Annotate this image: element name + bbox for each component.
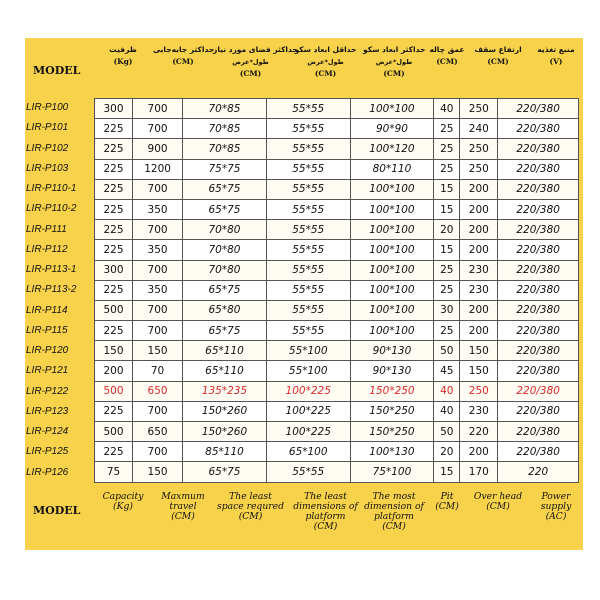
model-name: LIR-P124 bbox=[26, 426, 69, 437]
table-cell: 55*55 bbox=[266, 159, 350, 179]
table-cell: 225 bbox=[95, 159, 133, 179]
table-cell: 40 bbox=[434, 381, 460, 401]
model-name: LIR-P115 bbox=[26, 324, 68, 336]
table-cell: 55*55 bbox=[266, 139, 350, 159]
table-cell: 55*55 bbox=[266, 99, 350, 119]
table-row bbox=[95, 99, 579, 119]
footer-col-6 bbox=[468, 492, 528, 512]
table-cell: 170 bbox=[460, 462, 498, 482]
table-cell: 225 bbox=[95, 220, 133, 240]
table-cell: 100*100 bbox=[350, 99, 434, 119]
table-cell: 65*75 bbox=[183, 462, 267, 482]
table-cell: 55*55 bbox=[266, 300, 350, 320]
footer-col-line: Power bbox=[541, 491, 571, 502]
footer-col-line: Maxmum bbox=[161, 491, 205, 502]
header-col-title: ظرفیت bbox=[109, 45, 137, 54]
table-cell: 45 bbox=[434, 361, 460, 381]
table-cell: 350 bbox=[133, 280, 183, 300]
table-cell: 220/380 bbox=[498, 240, 579, 260]
table-row bbox=[95, 260, 579, 280]
header-col-5 bbox=[426, 38, 468, 94]
footer-col-line: platform bbox=[305, 511, 346, 522]
table-cell: 25 bbox=[434, 119, 460, 139]
table-cell: 50 bbox=[434, 341, 460, 361]
model-name: LIR-P125 bbox=[26, 446, 69, 458]
table-cell: 100*100 bbox=[350, 240, 434, 260]
model-name: LIR-P121 bbox=[26, 365, 69, 377]
footer-col-line: The least bbox=[304, 491, 347, 502]
footer-col-line: platform bbox=[373, 511, 415, 522]
table-row bbox=[95, 300, 579, 320]
table-cell: 200 bbox=[460, 240, 498, 260]
table-cell: 200 bbox=[460, 321, 498, 341]
table-cell: 225 bbox=[95, 401, 133, 421]
footer-model-label: MODEL bbox=[33, 504, 81, 517]
model-column bbox=[22, 98, 94, 483]
footer-col-line: (CM) bbox=[382, 521, 406, 532]
table-cell: 15 bbox=[434, 462, 460, 482]
table-cell: 220 bbox=[498, 462, 579, 482]
header-col-unit: (V) bbox=[549, 57, 563, 66]
table-cell: 55*55 bbox=[266, 280, 350, 300]
footer-col-2 bbox=[213, 492, 288, 522]
table-row bbox=[95, 442, 579, 462]
table-cell: 75*75 bbox=[183, 159, 267, 179]
table-cell: 225 bbox=[95, 321, 133, 341]
table-cell: 65*110 bbox=[183, 341, 267, 361]
table-cell: 70*80 bbox=[183, 240, 267, 260]
table-cell: 225 bbox=[95, 240, 133, 260]
table-cell: 65*75 bbox=[183, 321, 267, 341]
table-cell: 700 bbox=[133, 220, 183, 240]
table-cell: 100*120 bbox=[350, 139, 434, 159]
table-cell: 150*250 bbox=[350, 422, 434, 442]
footer-col-line: The most bbox=[372, 491, 416, 502]
table-row bbox=[95, 139, 579, 159]
header-col-unit: (CM) bbox=[383, 69, 405, 78]
table-cell: 150*250 bbox=[350, 401, 434, 421]
table-cell: 220/380 bbox=[498, 119, 579, 139]
table-cell: 700 bbox=[133, 442, 183, 462]
table-cell: 200 bbox=[460, 179, 498, 199]
table-cell: 225 bbox=[95, 199, 133, 219]
table-cell: 25 bbox=[434, 260, 460, 280]
table-cell: 100*100 bbox=[350, 300, 434, 320]
table-cell: 220/380 bbox=[498, 280, 579, 300]
table-cell: 350 bbox=[133, 240, 183, 260]
table-cell: 250 bbox=[460, 99, 498, 119]
table-cell: 150 bbox=[95, 341, 133, 361]
table-cell: 150 bbox=[460, 341, 498, 361]
table-header bbox=[25, 38, 583, 94]
table-cell: 70*85 bbox=[183, 139, 267, 159]
header-col-1 bbox=[153, 38, 213, 94]
table-cell: 100*100 bbox=[350, 220, 434, 240]
footer-col-line: (CM) bbox=[435, 501, 459, 512]
table-cell: 700 bbox=[133, 321, 183, 341]
table-cell: 220/380 bbox=[498, 179, 579, 199]
footer-col-line: (CM) bbox=[313, 521, 338, 532]
spec-table bbox=[94, 98, 579, 483]
table-cell: 225 bbox=[95, 119, 133, 139]
table-row bbox=[95, 462, 579, 482]
header-col-6 bbox=[468, 38, 528, 94]
table-cell: 500 bbox=[95, 381, 133, 401]
table-cell: 40 bbox=[434, 99, 460, 119]
footer-col-1 bbox=[153, 492, 213, 522]
table-cell: 150 bbox=[133, 341, 183, 361]
footer-col-line: Pit bbox=[440, 491, 454, 502]
model-name: LIR-P123 bbox=[26, 405, 69, 417]
table-cell: 55*55 bbox=[266, 179, 350, 199]
table-cell: 150*250 bbox=[350, 381, 434, 401]
table-cell: 65*75 bbox=[183, 199, 267, 219]
table-row bbox=[95, 422, 579, 442]
table-cell: 65*75 bbox=[183, 280, 267, 300]
table-row bbox=[95, 179, 579, 199]
table-cell: 200 bbox=[460, 220, 498, 240]
footer-col-3 bbox=[288, 492, 363, 532]
table-cell: 100*225 bbox=[266, 422, 350, 442]
table-cell: 100*100 bbox=[350, 199, 434, 219]
footer-col-line: supply bbox=[540, 501, 572, 512]
table-cell: 700 bbox=[133, 179, 183, 199]
header-col-4 bbox=[363, 38, 425, 94]
model-name: LIR-P120 bbox=[26, 345, 69, 356]
table-cell: 250 bbox=[460, 139, 498, 159]
table-cell: 150 bbox=[133, 462, 183, 482]
model-name: LIR-P102 bbox=[26, 142, 69, 154]
footer-col-0 bbox=[94, 492, 152, 512]
table-cell: 220/380 bbox=[498, 401, 579, 421]
table-cell: 30 bbox=[434, 300, 460, 320]
table-cell: 85*110 bbox=[183, 442, 267, 462]
table-cell: 70*85 bbox=[183, 119, 267, 139]
header-col-0 bbox=[94, 38, 152, 94]
table-cell: 220/380 bbox=[498, 381, 579, 401]
table-cell: 65*110 bbox=[183, 361, 267, 381]
table-cell: 300 bbox=[95, 260, 133, 280]
table-cell: 100*100 bbox=[350, 179, 434, 199]
table-cell: 220/380 bbox=[498, 139, 579, 159]
model-name: LIR-P110-1 bbox=[26, 183, 77, 194]
table-cell: 55*100 bbox=[266, 341, 350, 361]
table-cell: 20 bbox=[434, 220, 460, 240]
table-cell: 225 bbox=[95, 280, 133, 300]
table-cell: 220/380 bbox=[498, 159, 579, 179]
table-cell: 135*235 bbox=[183, 381, 267, 401]
table-cell: 220/380 bbox=[498, 260, 579, 280]
table-cell: 350 bbox=[133, 199, 183, 219]
table-cell: 100*100 bbox=[350, 280, 434, 300]
table-row bbox=[95, 280, 579, 300]
table-cell: 200 bbox=[460, 442, 498, 462]
header-col-subtitle: طول*عرض bbox=[232, 58, 269, 66]
table-cell: 100*100 bbox=[350, 260, 434, 280]
header-col-title: منبع تغذیه bbox=[537, 45, 575, 54]
table-cell: 80*110 bbox=[350, 159, 434, 179]
table-cell: 250 bbox=[460, 159, 498, 179]
table-cell: 500 bbox=[95, 422, 133, 442]
table-cell: 220/380 bbox=[498, 220, 579, 240]
table-cell: 900 bbox=[133, 139, 183, 159]
table-cell: 700 bbox=[133, 300, 183, 320]
table-cell: 240 bbox=[460, 119, 498, 139]
footer-col-line: travel bbox=[169, 501, 197, 512]
table-cell: 15 bbox=[434, 240, 460, 260]
table-cell: 55*55 bbox=[266, 321, 350, 341]
footer-col-7 bbox=[528, 492, 584, 522]
table-cell: 300 bbox=[95, 99, 133, 119]
footer-col-line: dimension of bbox=[364, 501, 424, 512]
table-cell: 220/380 bbox=[498, 199, 579, 219]
header-col-unit: (CM) bbox=[436, 57, 458, 66]
footer-col-line: Over head bbox=[473, 491, 523, 502]
header-col-title: حداکثر جابه‌جایی bbox=[153, 45, 215, 54]
header-col-title: عمق چاله bbox=[429, 45, 465, 54]
table-cell: 230 bbox=[460, 260, 498, 280]
table-row bbox=[95, 401, 579, 421]
table-cell: 250 bbox=[460, 381, 498, 401]
footer-col-5 bbox=[426, 492, 468, 512]
table-row bbox=[95, 199, 579, 219]
model-name: LIR-P112 bbox=[26, 243, 68, 255]
table-cell: 70*85 bbox=[183, 99, 267, 119]
table-cell: 200 bbox=[460, 300, 498, 320]
table-cell: 55*100 bbox=[266, 361, 350, 381]
table-row bbox=[95, 220, 579, 240]
model-name: LIR-P110-2 bbox=[26, 203, 77, 215]
table-cell: 225 bbox=[95, 442, 133, 462]
footer-col-line: dimensions of bbox=[293, 501, 358, 512]
table-cell: 100*225 bbox=[266, 381, 350, 401]
table-cell: 75*100 bbox=[350, 462, 434, 482]
table-cell: 700 bbox=[133, 260, 183, 280]
table-cell: 220/380 bbox=[498, 300, 579, 320]
table-cell: 230 bbox=[460, 401, 498, 421]
table-row bbox=[95, 381, 579, 401]
table-cell: 200 bbox=[95, 361, 133, 381]
table-row bbox=[95, 321, 579, 341]
table-cell: 700 bbox=[133, 99, 183, 119]
header-col-unit: (CM) bbox=[487, 57, 509, 66]
header-col-3 bbox=[288, 38, 363, 94]
table-cell: 70 bbox=[133, 361, 183, 381]
table-row bbox=[95, 119, 579, 139]
model-name: LIR-P100 bbox=[26, 102, 69, 113]
table-cell: 650 bbox=[133, 381, 183, 401]
header-col-unit: (CM) bbox=[239, 69, 262, 78]
table-cell: 200 bbox=[460, 199, 498, 219]
model-name: LIR-P101 bbox=[26, 122, 69, 134]
table-cell: 150*260 bbox=[183, 401, 267, 421]
table-cell: 225 bbox=[95, 139, 133, 159]
table-cell: 55*55 bbox=[266, 220, 350, 240]
header-model-label: MODEL bbox=[33, 64, 81, 77]
table-cell: 90*130 bbox=[350, 361, 434, 381]
table-cell: 220/380 bbox=[498, 321, 579, 341]
table-cell: 700 bbox=[133, 401, 183, 421]
table-cell: 75 bbox=[95, 462, 133, 482]
table-cell: 150*260 bbox=[183, 422, 267, 442]
table-cell: 25 bbox=[434, 280, 460, 300]
table-cell: 220/380 bbox=[498, 99, 579, 119]
table-cell: 70*80 bbox=[183, 260, 267, 280]
table-cell: 220/380 bbox=[498, 361, 579, 381]
table-cell: 65*80 bbox=[183, 300, 267, 320]
header-col-subtitle: طول*عرض bbox=[307, 58, 344, 66]
table-cell: 25 bbox=[434, 139, 460, 159]
table-cell: 55*55 bbox=[266, 260, 350, 280]
header-col-title: حداکثر فضای مورد نیاز bbox=[213, 45, 298, 54]
table-cell: 500 bbox=[95, 300, 133, 320]
table-cell: 15 bbox=[434, 179, 460, 199]
model-name: LIR-P113-2 bbox=[26, 284, 77, 296]
model-name: LIR-P111 bbox=[26, 223, 67, 235]
table-cell: 90*130 bbox=[350, 341, 434, 361]
footer-col-line: (CM) bbox=[171, 511, 195, 522]
table-cell: 225 bbox=[95, 179, 133, 199]
table-cell: 100*130 bbox=[350, 442, 434, 462]
table-cell: 150 bbox=[460, 361, 498, 381]
table-cell: 65*100 bbox=[266, 442, 350, 462]
table-cell: 100*100 bbox=[350, 321, 434, 341]
model-name: LIR-P103 bbox=[26, 162, 69, 174]
table-cell: 700 bbox=[133, 119, 183, 139]
table-cell: 55*55 bbox=[266, 240, 350, 260]
model-name: LIR-P122 bbox=[26, 385, 69, 397]
table-cell: 65*75 bbox=[183, 179, 267, 199]
table-cell: 70*80 bbox=[183, 220, 267, 240]
table-cell: 25 bbox=[434, 159, 460, 179]
header-col-title: حداقل ابعاد سکو bbox=[294, 45, 357, 54]
table-cell: 230 bbox=[460, 280, 498, 300]
footer-col-4 bbox=[363, 492, 425, 532]
model-name: LIR-P114 bbox=[26, 304, 68, 316]
table-cell: 220 bbox=[460, 422, 498, 442]
table-row bbox=[95, 159, 579, 179]
table-cell: 220/380 bbox=[498, 442, 579, 462]
footer-col-line: (CM) bbox=[486, 501, 510, 512]
header-col-unit: (CM) bbox=[172, 57, 194, 66]
table-cell: 90*90 bbox=[350, 119, 434, 139]
header-col-subtitle: طول*عرض bbox=[375, 58, 413, 66]
header-col-title: حداکثر ابعاد سکو bbox=[363, 45, 426, 54]
table-row bbox=[95, 240, 579, 260]
header-col-unit: (Kg) bbox=[113, 57, 133, 66]
table-cell: 55*55 bbox=[266, 119, 350, 139]
table-cell: 1200 bbox=[133, 159, 183, 179]
table-cell: 55*55 bbox=[266, 199, 350, 219]
table-cell: 220/380 bbox=[498, 422, 579, 442]
table-cell: 25 bbox=[434, 321, 460, 341]
table-cell: 40 bbox=[434, 401, 460, 421]
table-cell: 20 bbox=[434, 442, 460, 462]
footer-col-line: space requred bbox=[217, 501, 284, 512]
table-footer bbox=[25, 488, 583, 544]
footer-col-line: The least bbox=[229, 491, 272, 502]
footer-col-line: Capacity bbox=[102, 491, 144, 502]
footer-col-line: (Kg) bbox=[113, 501, 133, 512]
header-col-7 bbox=[528, 38, 584, 94]
table-row bbox=[95, 341, 579, 361]
table-cell: 100*225 bbox=[266, 401, 350, 421]
table-cell: 50 bbox=[434, 422, 460, 442]
footer-col-line: (CM) bbox=[238, 511, 263, 522]
table-cell: 55*55 bbox=[266, 462, 350, 482]
table-cell: 220/380 bbox=[498, 341, 579, 361]
model-name: LIR-P113-1 bbox=[26, 264, 77, 275]
footer-col-line: (AC) bbox=[545, 511, 567, 522]
table-row bbox=[95, 361, 579, 381]
header-col-unit: (CM) bbox=[314, 69, 337, 78]
table-cell: 15 bbox=[434, 199, 460, 219]
header-col-2 bbox=[213, 38, 298, 94]
header-col-title: ارتفاع سقف bbox=[474, 45, 522, 54]
model-name: LIR-P126 bbox=[26, 466, 69, 478]
table-cell: 650 bbox=[133, 422, 183, 442]
